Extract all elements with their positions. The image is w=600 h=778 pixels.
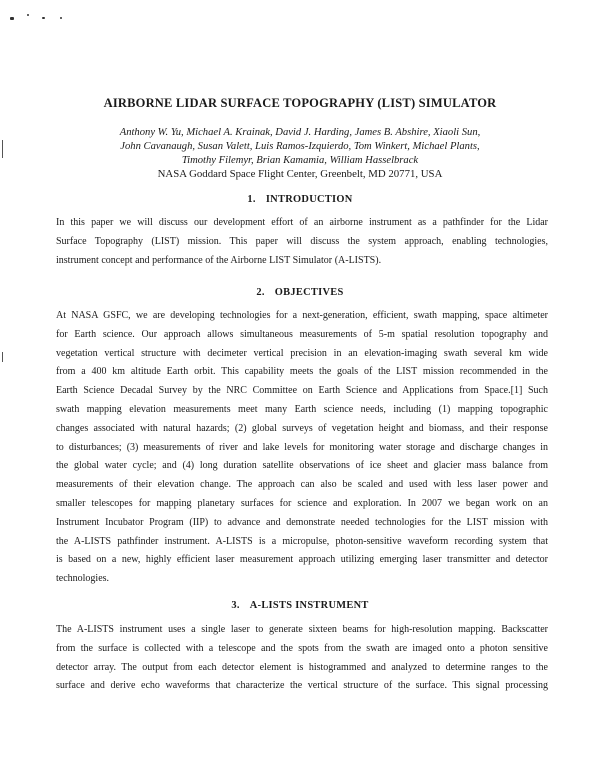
text-line: swath mapping elevation measurements meet many Earth science needs, including (1) mapping topographic [56, 403, 548, 415]
author-list [0, 126, 600, 168]
text-line: In this paper we will discuss our development effort of an airborne instrument as a pathfinder for the Lidar [56, 217, 548, 228]
text-line: Surface Topography (LIST) mission. This paper will discuss the system approach, enabling technologies, [56, 235, 548, 247]
text-line: the global water cycle; and (4) long duration satellite observations of ice sheet and glacier mass balance from [56, 460, 548, 472]
author-line: John Cavanaugh, Susan Valett, Luis Ramos-Izquierdo, Tom Winkert, Michael Plants, [120, 141, 480, 152]
scan-speck [10, 17, 14, 20]
text-line: The A-LISTS instrument uses a single laser to generate sixteen beams for high-resolution mapping. Backscatter [56, 624, 548, 635]
text-line: instrument concept and performance of the Airborne LIST Simulator (A-LISTS). [56, 254, 382, 266]
section-title: INTRODUCTION [265, 194, 353, 205]
text-line: surface and derive echo waveforms that characterize the vertical structure of the surface. This signal processing [56, 680, 548, 692]
section-number: 2. [256, 287, 265, 298]
text-line: Instrument Incubator Program (IIP) to advance and demonstrate needed technologies for the LIST mission with [56, 516, 548, 528]
section-heading-introduction [0, 194, 600, 205]
scan-speck [27, 14, 29, 16]
section-heading-objectives [0, 287, 600, 298]
section-heading-a-lists-instrument [0, 600, 600, 611]
text-line: At NASA GSFC, we are developing technologies for a next-generation, efficient, swath mapping, space altimeter [56, 310, 548, 321]
objectives-paragraph [56, 307, 548, 589]
text-line: for Earth science. Our approach allows simultaneous measurements of 5-m spatial resolution topography and [56, 328, 548, 340]
instrument-paragraph [56, 621, 548, 696]
text-line: is based on a new, highly efficient laser measurement approach utilizing emerging laser transmitter and detector [56, 554, 548, 566]
paper-title: AIRBORNE LIDAR SURFACE TOPOGRAPHY (LIST) SIMULATOR [103, 96, 497, 110]
scan-speck [60, 17, 62, 19]
author-line: Anthony W. Yu, Michael A. Krainak, David J. Harding, James B. Abshire, Xiaoli Sun, [119, 127, 481, 138]
section-number: 1. [247, 194, 256, 205]
text-line: smaller telescopes for mapping planetary surfaces for science and exploration. In 2007 we began work on an [56, 497, 548, 509]
section-title: OBJECTIVES [274, 287, 344, 298]
affiliation: NASA Goddard Space Flight Center, Greenbelt, MD 20771, USA [157, 168, 443, 180]
text-line: Earth Science Decadal Survey by the NRC Committee on Earth Science and Applications from Space.[1] Such [56, 385, 548, 397]
text-line: from the surface is collected with a telescope and the spots from the swath are imaged onto a photon sensitive [56, 642, 548, 654]
section-number: 3. [231, 600, 240, 611]
text-line: measurements of their elevation change. The approach can also be scaled and used with less laser power and [56, 479, 548, 491]
author-line: Timothy Filemyr, Brian Kamamia, William Hasselbrack [181, 155, 419, 166]
text-line: detector array. The output from each detector element is histogrammed and analyzed to determine ranges to the [56, 661, 548, 673]
text-line: to disturbances; (3) measurements of river and lake levels for monitoring water storage and discharge changes in [56, 441, 548, 453]
text-line: the A-LISTS pathfinder instrument. A-LISTS is a micropulse, photon-sensitive waveform recording system that [56, 535, 548, 547]
text-line: changes associated with natural hazards; (2) global surveys of vegetation height and biomass, and their response [56, 422, 548, 434]
text-line: from a 400 km altitude Earth orbit. This capability meets the goals of the LIST mission recommended in the [56, 366, 548, 378]
text-line: vegetation vertical structure with decimeter vertical precision in an elevation-imaging swath several km wide [56, 347, 548, 359]
introduction-paragraph [56, 214, 548, 270]
text-line: technologies. [56, 573, 110, 585]
scan-edge-mark [2, 352, 3, 362]
section-title: A-LISTS INSTRUMENT [249, 600, 369, 611]
scan-speck [42, 17, 45, 19]
